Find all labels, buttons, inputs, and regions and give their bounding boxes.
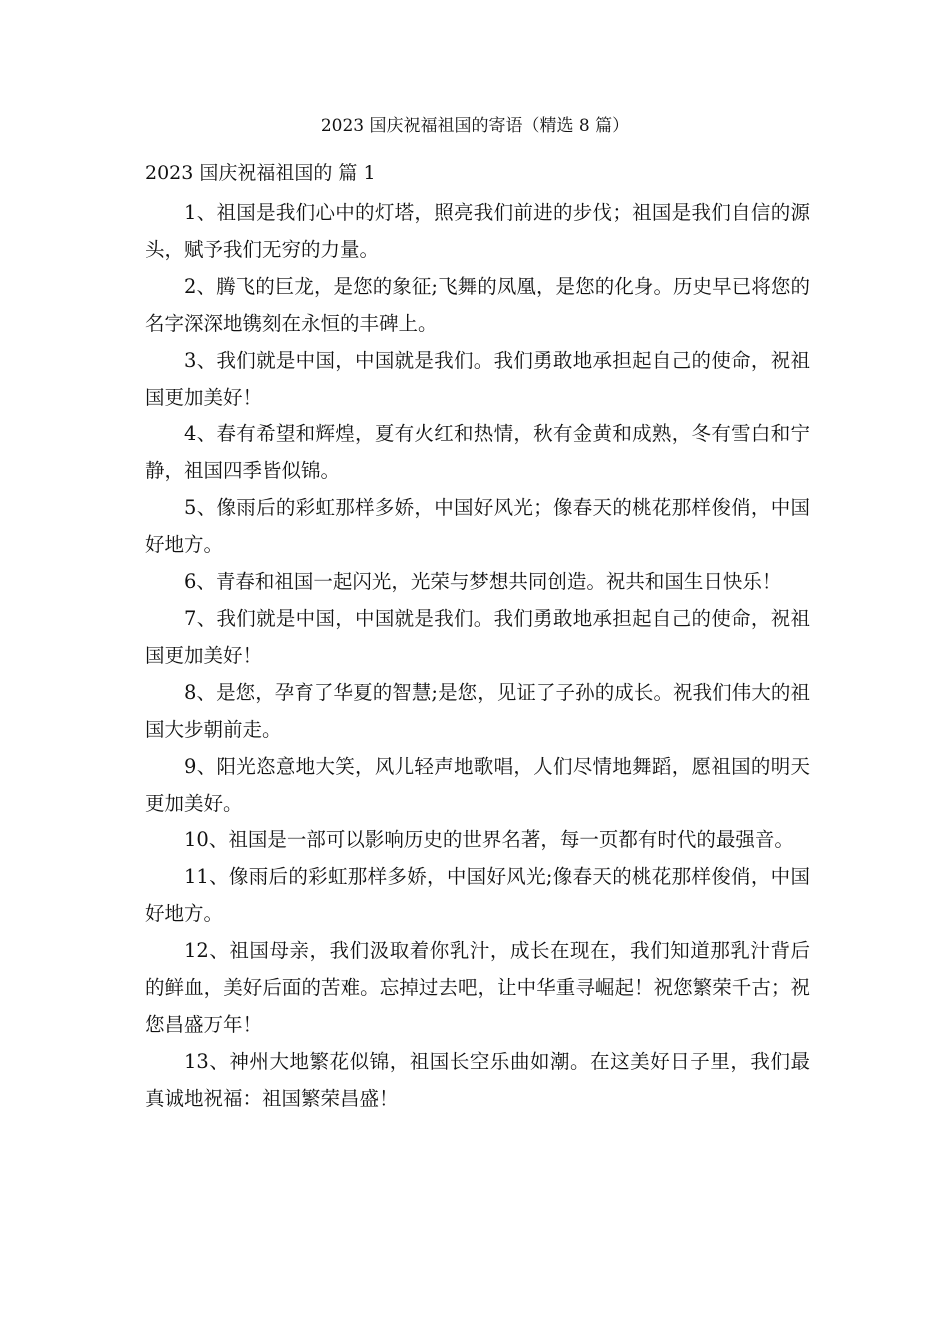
paragraph: 6、青春和祖国一起闪光，光荣与梦想共同创造。祝共和国生日快乐！ (184, 570, 782, 594)
paragraph: 9、阳光恣意地大笑，风儿轻声地歌唱，人们尽情地舞蹈，愿祖国的明天更加美好。 (145, 754, 810, 815)
document-body (145, 195, 810, 1118)
paragraph: 13、神州大地繁花似锦，祖国长空乐曲如潮。在这美好日子里，我们最真诚地祝福：祖国繁荣昌盛！ (145, 1049, 810, 1110)
paragraph: 12、祖国母亲，我们汲取着你乳汁，成长在现在，我们知道那乳汁背后的鲜血，美好后面的苦难。忘掉过去吧，让中华重寻崛起！祝您繁荣千古；祝您昌盛万年！ (145, 939, 810, 1036)
paragraph: 3、我们就是中国，中国就是我们。我们勇敢地承担起自己的使命，祝祖国更加美好！ (145, 348, 810, 409)
paragraph: 11、像雨后的彩虹那样多娇，中国好风光;像春天的桃花那样俊俏，中国好地方。 (145, 865, 810, 926)
paragraph: 2、腾飞的巨龙，是您的象征;飞舞的凤凰，是您的化身。历史早已将您的名字深深地镌刻在永恒的丰碑上。 (145, 274, 810, 335)
paragraph: 5、像雨后的彩虹那样多娇，中国好风光；像春天的桃花那样俊俏，中国好地方。 (145, 496, 810, 557)
paragraph: 10、祖国是一部可以影响历史的世界名著，每一页都有时代的最强音。 (184, 828, 794, 852)
paragraph: 7、我们就是中国，中国就是我们。我们勇敢地承担起自己的使命，祝祖国更加美好！ (145, 606, 810, 667)
paragraph: 1、祖国是我们心中的灯塔，照亮我们前进的步伐；祖国是我们自信的源头，赋予我们无穷的力量。 (145, 201, 810, 261)
section-heading: 2023 国庆祝福祖国的 篇 1 (145, 162, 376, 184)
paragraph: 4、春有希望和辉煌，夏有火红和热情，秋有金黄和成熟，冬有雪白和宁静，祖国四季皆似锦。 (145, 422, 810, 483)
paragraph: 8、是您，孕育了华夏的智慧;是您，见证了子孙的成长。祝我们伟大的祖国大步朝前走。 (145, 680, 810, 741)
document-title: 2023 国庆祝福祖国的寄语（精选 8 篇） (320, 116, 630, 136)
